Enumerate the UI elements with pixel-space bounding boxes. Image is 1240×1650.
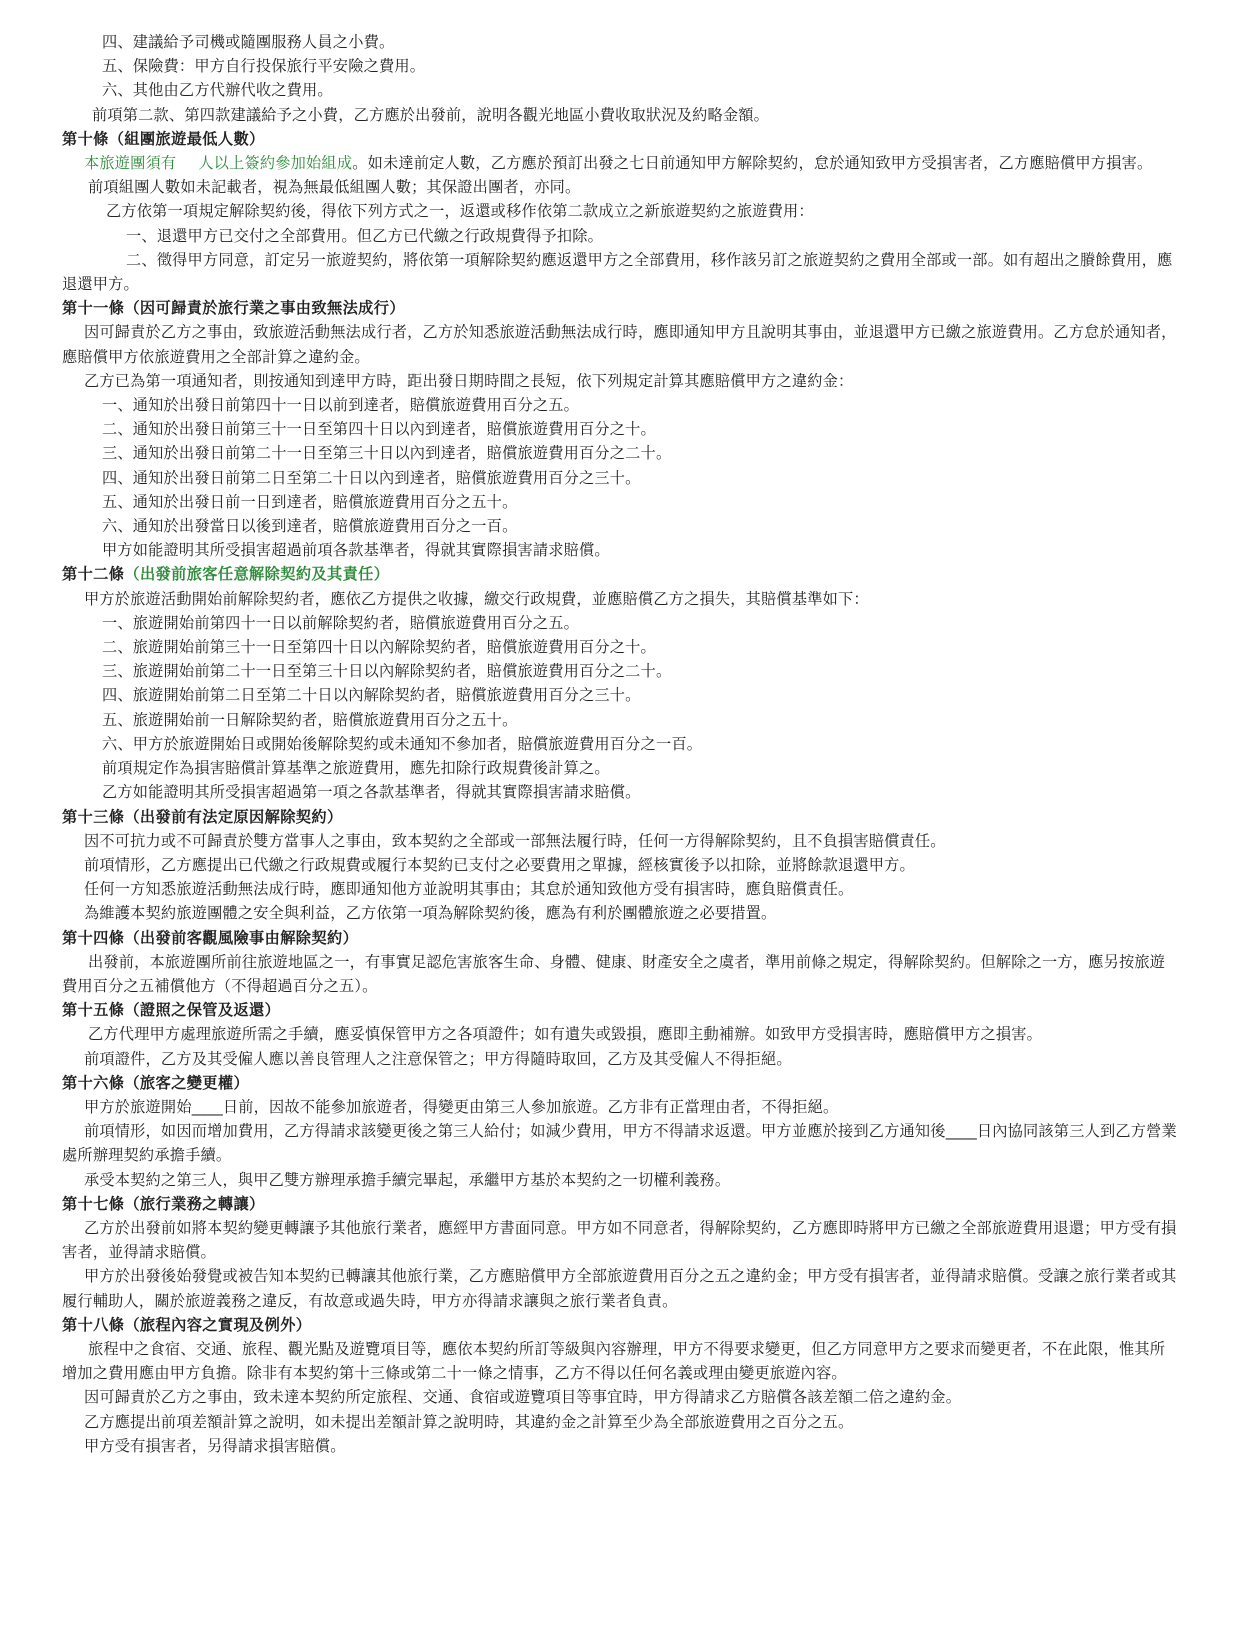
article-12-para-3: 乙方如能證明其所受損害超過第一項之各款基準者，得就其實際損害請求賠償。 (102, 783, 641, 802)
article-11-para-2: 乙方已為第一項通知者，則按通知到達甲方時，距出發日期時間之長短，依下列規定計算其應賠償甲方之違約金： (84, 371, 854, 390)
min-size-text-a: 本旅遊團須有 (84, 154, 177, 173)
article-12-para-2: 前項規定作為損害賠償計算基準之旅遊費用，應先扣除行政規費後計算之。 (102, 759, 610, 778)
article-11-item-1: 一、通知於出發日前第四十一日以前到達者，賠償旅遊費用百分之五。 (102, 396, 580, 415)
article-18-para-1: 旅程中之食宿、交通、旅程、觀光點及遊覽項目等，應依本契約所訂等級與內容辦理，甲方不得要求變更，但乙方同意甲方之要求而變更者，不在此限，惟其所增加之費用應由甲方負擔。除非有本契約第十三條或第二十一條之情事，乙方不得以任何名義或理由變更旅遊內容。 (62, 1339, 1166, 1383)
article-13-para-3: 任何一方知悉旅遊活動無法成行時，應即通知他方並說明其事由；其怠於通知致他方受有損害時，應負賠償責任。 (84, 880, 854, 899)
article-11-item-2: 二、通知於出發日前第三十一日至第四十日以內到達者，賠償旅遊費用百分之十。 (102, 420, 656, 439)
fee-item-6: 六、其他由乙方代辦代收之費用。 (102, 81, 333, 100)
article-12-heading (62, 562, 1180, 586)
article-12-number: 第十二條 (62, 565, 125, 584)
min-size-text-b: 人以上簽約參加始組成 (198, 154, 353, 173)
article-12-item-4: 四、旅遊開始前第二日至第二十日以內解除契約者，賠償旅遊費用百分之三十。 (102, 686, 641, 705)
article-10-para-3: 乙方依第一項規定解除契約後，得依下列方式之一，返還或移作依第二款成立之新旅遊契約之旅遊費用： (106, 202, 814, 221)
article-17-para-2: 甲方於出發後始發覺或被告知本契約已轉讓其他旅行業，乙方應賠償甲方全部旅遊費用百分之五之違約金；甲方受有損害者，並得請求賠償。受讓之旅行業者或其履行輔助人，關於旅遊義務之違反，有故意或過失時，甲方亦得請求讓與之旅行業者負責。 (62, 1267, 1177, 1310)
article-15-para-2: 前項證件，乙方及其受僱人應以善良管理人之注意保管之；甲方得隨時取回，乙方及其受僱人不得拒絕。 (84, 1049, 792, 1068)
article-17-para-1: 乙方於出發前如將本契約變更轉讓予其他旅行業者，應經甲方書面同意。甲方如不同意者，得解除契約，乙方應即時將甲方已繳之全部旅遊費用退還；甲方受有損害者，並得請求賠償。 (62, 1218, 1177, 1262)
article-11-para-1: 因可歸責於乙方之事由，致旅遊活動無法成行者，乙方於知悉旅遊活動無法成行時，應即通知甲方且說明其事由，並退還甲方已繳之旅遊費用。乙方怠於通知者，應賠償甲方依旅遊費用之全部計算之違約金。 (62, 323, 1177, 366)
article-11-item-3: 三、通知於出發日前第二十一日至第三十日以內到達者，賠償旅遊費用百分之二十。 (102, 444, 672, 463)
article-10-para-1 (62, 151, 1180, 175)
article-12-title: （出發前旅客任意解除契約及其責任） (124, 565, 390, 584)
article-17-heading: 第十七條（旅行業務之轉讓） (62, 1194, 265, 1213)
article-14-para-1: 出發前，本旅遊團所前往旅遊地區之一，有事實足認危害旅客生命、身體、健康、財產安全之虞者，準用前條之規定，得解除契約。但解除之一方，應另按旅遊費用百分之五補償他方（不得超過百分之五）。 (62, 952, 1166, 995)
article-13-heading: 第十三條（出發前有法定原因解除契約） (62, 807, 343, 826)
article-16-heading: 第十六條（旅客之變更權） (62, 1073, 250, 1092)
article-12-item-1: 一、旅遊開始前第四十一日以前解除契約者，賠償旅遊費用百分之五。 (102, 613, 580, 632)
min-size-text-c: 。如未達前定人數，乙方應於預訂出發之七日前通知甲方解除契約，怠於通知致甲方受損害者，乙方應賠償甲方損害。 (352, 154, 1153, 173)
article-18-heading: 第十八條（旅程內容之實現及例外） (62, 1315, 312, 1334)
article-12-item-5: 五、旅遊開始前一日解除契約者，賠償旅遊費用百分之五十。 (102, 710, 518, 729)
article-11-heading: 第十一條（因可歸責於旅行業之事由致無法成行） (62, 299, 405, 318)
article-18-para-3: 乙方應提出前項差額計算之說明，如未提出差額計算之說明時，其違約金之計算至少為全部旅遊費用之百分之五。 (84, 1412, 854, 1431)
article-12-item-2: 二、旅遊開始前第三十一日至第四十日以內解除契約者，賠償旅遊費用百分之十。 (102, 638, 656, 657)
article-10-item-1: 一、退還甲方已交付之全部費用。但乙方已代繳之行政規費得予扣除。 (126, 226, 604, 245)
article-16-para-2: 前項情形，如因而增加費用，乙方得請求該變更後之第三人給付；如減少費用，甲方不得請求返還。甲方並應於接到乙方通知後____日內協同該第三人到乙方營業處所辦理契約承擔手續。 (62, 1122, 1177, 1165)
article-16-para-1: 甲方於旅遊開始____日前，因故不能參加旅遊者，得變更由第三人參加旅遊。乙方非有正當理由者，不得拒絕。 (84, 1097, 839, 1116)
article-15-heading: 第十五條（證照之保管及返還） (62, 1001, 281, 1020)
article-11-item-6: 六、通知於出發當日以後到達者，賠償旅遊費用百分之一百。 (102, 517, 518, 536)
fee-item-4: 四、建議給予司機或隨團服務人員之小費。 (102, 33, 395, 51)
article-11-para-3: 甲方如能證明其所受損害超過前項各款基準者，得就其實際損害請求賠償。 (102, 541, 610, 560)
article-18-para-4: 甲方受有損害者，另得請求損害賠償。 (84, 1436, 346, 1455)
article-18-para-2: 因可歸責於乙方之事由，致未達本契約所定旅程、交通、食宿或遊覽項目等事宜時，甲方得請求乙方賠償各該差額二倍之違約金。 (84, 1388, 962, 1407)
fee-item-5: 五、保險費：甲方自行投保旅行平安險之費用。 (102, 57, 426, 76)
article-13-para-4: 為維護本契約旅遊團體之安全與利益，乙方依第一項為解除契約後，應為有利於團體旅遊之必要措置。 (84, 904, 777, 923)
article-11-item-4: 四、通知於出發日前第二日至第二十日以內到達者，賠償旅遊費用百分之三十。 (102, 468, 641, 487)
contract-page (62, 30, 1180, 1458)
article-11-item-5: 五、通知於出發日前一日到達者，賠償旅遊費用百分之五十。 (102, 492, 518, 511)
article-15-para-1: 乙方代理甲方處理旅遊所需之手續，應妥慎保管甲方之各項證件；如有遺失或毀損，應即主動補辦。如致甲方受損害時，應賠償甲方之損害。 (88, 1025, 1043, 1044)
article-12-item-3: 三、旅遊開始前第二十一日至第三十日以內解除契約者，賠償旅遊費用百分之二十。 (102, 662, 672, 681)
article-12-item-6: 六、甲方於旅遊開始日或開始後解除契約或未通知不參加者，賠償旅遊費用百分之一百。 (102, 734, 703, 753)
tip-note: 前項第二款、第四款建議給予之小費，乙方應於出發前，說明各觀光地區小費收取狀況及約略金額。 (92, 105, 770, 124)
article-10-heading: 第十條（組團旅遊最低人數） (62, 129, 265, 148)
article-13-para-1: 因不可抗力或不可歸責於雙方當事人之事由，致本契約之全部或一部無法履行時，任何一方得解除契約，且不負損害賠償責任。 (84, 831, 946, 850)
article-16-para-3: 承受本契約之第三人，與甲乙雙方辦理承擔手續完畢起，承繼甲方基於本契約之一切權利義務。 (84, 1170, 731, 1189)
article-12-para-1: 甲方於旅遊活動開始前解除契約者，應依乙方提供之收據，繳交行政規費，並應賠償乙方之損失，其賠償基準如下： (84, 589, 869, 608)
article-13-para-2: 前項情形，乙方應提出已代繳之行政規費或履行本契約已支付之必要費用之單據，經核實後予以扣除，並將餘款退還甲方。 (84, 855, 915, 874)
article-10-para-2: 前項組團人數如未記載者，視為無最低組團人數；其保證出團者，亦同。 (88, 178, 581, 197)
article-14-heading: 第十四條（出發前客觀風險事由解除契約） (62, 928, 359, 947)
article-10-item-2: 二、徵得甲方同意，訂定另一旅遊契約，將依第一項解除契約應返還甲方之全部費用，移作該另訂之旅遊契約之費用全部或一部。如有超出之賸餘費用，應退還甲方。 (62, 250, 1173, 294)
